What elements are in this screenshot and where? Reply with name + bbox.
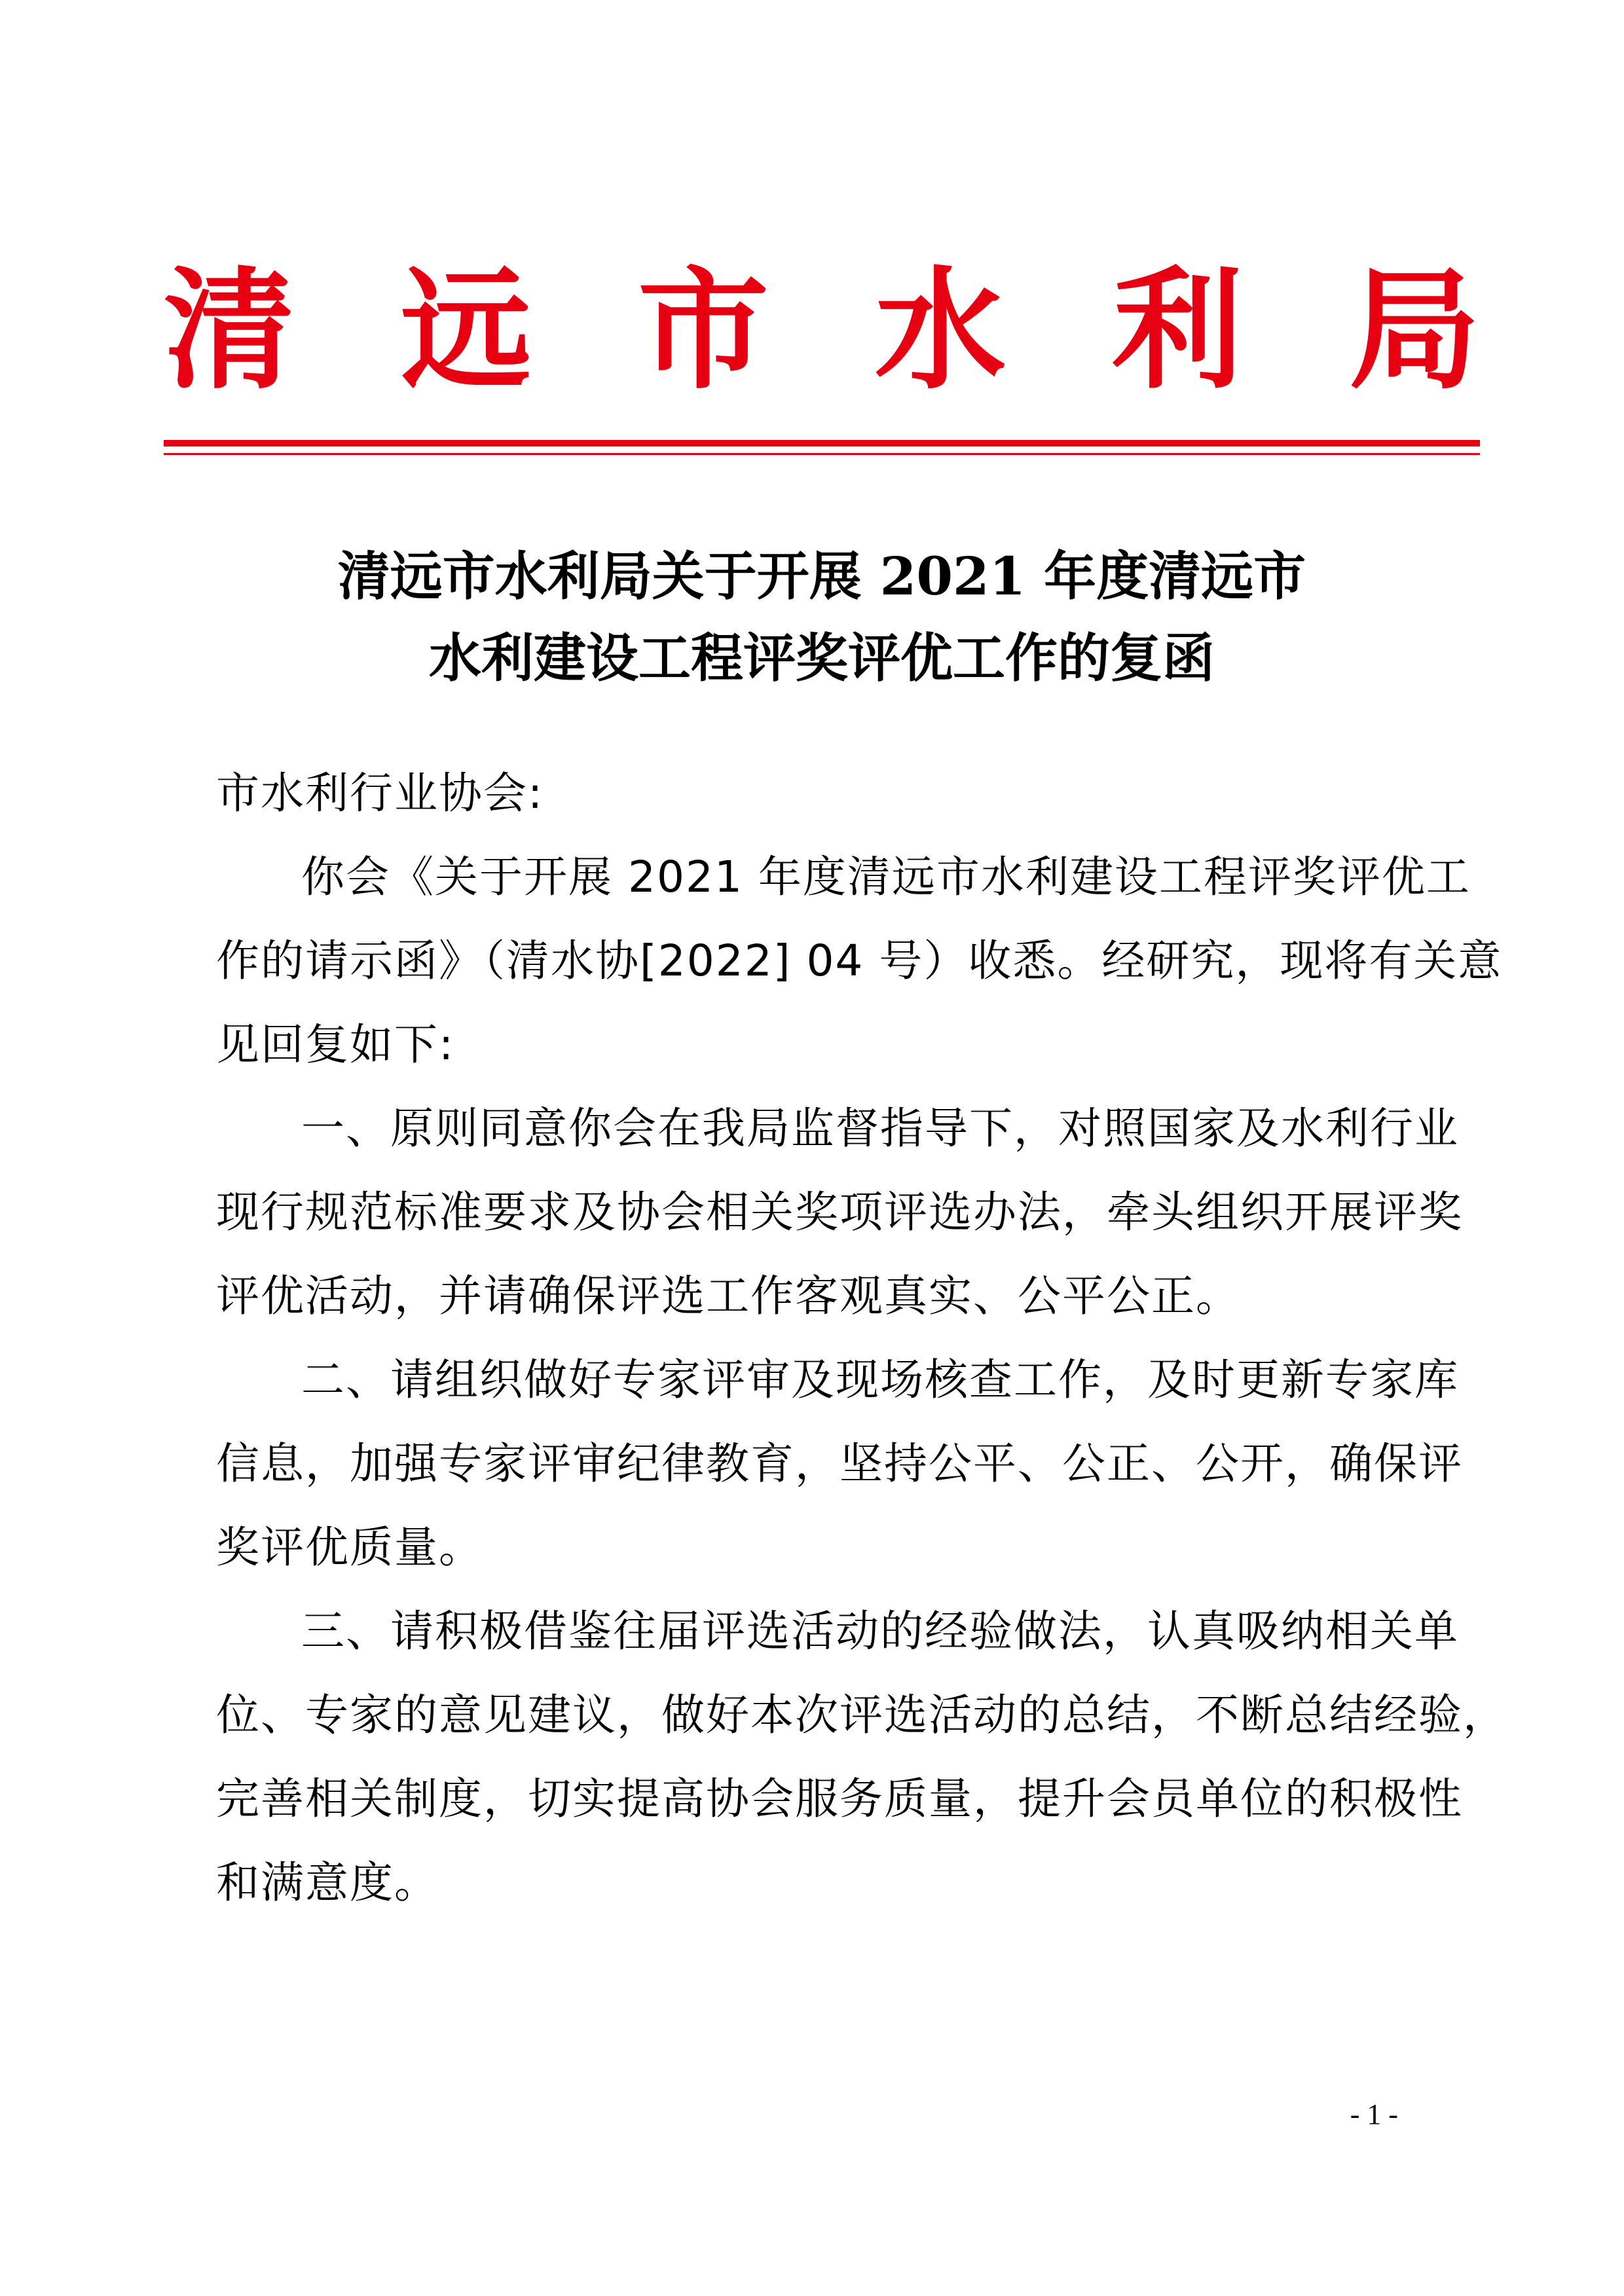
masthead-char: 市 — [638, 253, 769, 407]
paragraph-line: 信息，加强专家评审纪律教育，坚持公平、公正、公开，确保评 — [216, 1438, 1463, 1489]
masthead-char: 利 — [1112, 253, 1244, 407]
paragraph-line: 作的请示函》（清水协[2022] 04 号）收悉。经研究，现将有关意 — [216, 936, 1503, 986]
masthead — [164, 249, 1480, 412]
title-line: 水利建设工程评奖评优工作的复函 — [429, 627, 1215, 689]
paragraph-point-1 — [216, 1087, 1463, 1338]
paragraph-line: 奖评优质量。 — [216, 1522, 483, 1573]
paragraph-line: 三、请积极借鉴往届评选活动的经验做法，认真吸纳相关单 — [301, 1606, 1459, 1656]
paragraph-line: 完善相关制度，切实提高协会服务质量，提升会员单位的积极性 — [216, 1774, 1463, 1824]
addressee: 市水利行业协会: — [216, 768, 544, 818]
paragraph-line: 你会《关于开展 2021 年度清远市水利建设工程评奖评优工 — [301, 852, 1471, 902]
title-line: 清远市水利局关于开展 2021 年度清远市 — [337, 545, 1306, 607]
masthead-divider-thick — [164, 440, 1480, 446]
paragraph-line: 现行规范标准要求及协会相关奖项评选办法，牵头组织开展评奖 — [216, 1187, 1463, 1237]
masthead-char: 远 — [401, 253, 532, 407]
masthead-divider-thin — [164, 453, 1480, 455]
paragraph-line: 二、请组织做好专家评审及现场核查工作，及时更新专家库 — [301, 1355, 1459, 1405]
paragraph-point-2 — [216, 1338, 1463, 1590]
paragraph-line: 和满意度。 — [216, 1857, 439, 1908]
masthead-char: 清 — [164, 253, 295, 407]
paragraph-point-3 — [216, 1590, 1507, 1925]
paragraph-line: 见回复如下: — [216, 1019, 455, 1070]
page-number: - 1 - — [1350, 2098, 1398, 2130]
paragraph-line: 一、原则同意你会在我局监督指导下，对照国家及水利行业 — [301, 1103, 1459, 1154]
paragraph-line: 位、专家的意见建议，做好本次评选活动的总结，不断总结经验， — [216, 1690, 1507, 1740]
document-title — [164, 536, 1480, 699]
masthead-char: 局 — [1349, 253, 1481, 407]
paragraph-intro — [216, 835, 1503, 1087]
paragraph-line: 评优活动，并请确保评选工作客观真实、公平公正。 — [216, 1271, 1240, 1321]
masthead-char: 水 — [875, 253, 1006, 407]
